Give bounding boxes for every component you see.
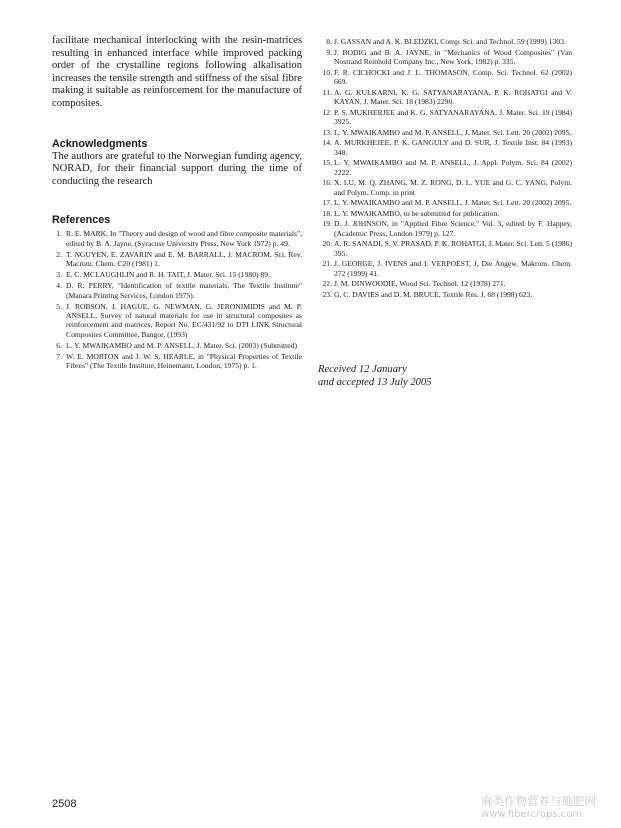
- reference-item: [52, 229, 302, 248]
- reference-text: X. LU, M. Q. ZHANG, M. Z. RONG, D. L. YUE and G. C. YANG, Polym. and Polym. Comp. in print: [334, 178, 572, 197]
- reference-number: 17.: [322, 198, 332, 208]
- reference-item: [318, 48, 572, 67]
- reference-text: A. MURKHEJEE, P. K. GANGULY and D. SUR, J. Textile Inst. 84 (1993) 348.: [334, 138, 572, 157]
- reference-number: 7.: [56, 351, 62, 361]
- reference-number: 4.: [56, 281, 62, 291]
- reference-text: R. E. MARK, In "Theory and design of wood and fibre composite materials", edited by B. A. Jayne, (Syracuse University Press, New York 1972) p. 49.: [66, 229, 302, 248]
- watermark-url: www.fibercrops.com: [481, 809, 583, 820]
- reference-item: [318, 279, 572, 288]
- reference-item: [318, 259, 572, 278]
- page-number: 2508: [52, 798, 77, 810]
- reference-item: [52, 352, 302, 371]
- intro-paragraph: facilitate mechanical interlocking with the resin-matrices resulting in enhanced interface while improved packing order of the crystalline regions following alkalisation increases the tensile strength and stiffness of the sisal fibre making it suitable as reinforcement for the manufacture of composites.: [52, 35, 302, 109]
- reference-number: 5.: [56, 301, 62, 311]
- reference-item: [318, 239, 572, 258]
- reference-number: 23.: [322, 289, 332, 299]
- reference-number: 15.: [322, 158, 332, 168]
- reference-item: [318, 68, 572, 87]
- reference-item: [52, 250, 302, 269]
- reference-number: 8.: [326, 37, 332, 46]
- reference-text: J. GEORGE, J. IVENS and I. VERPOEST, J, Die Angew. Makrom. Chem. 272 (1999) 41.: [334, 259, 572, 278]
- references-list-left: [52, 229, 302, 370]
- reference-text: D. J. JOHNSON, in "Applied Fibre Science," Vol. 3, edited by F. Happey, (Academic Press, London 1979) p. 127.: [334, 219, 572, 238]
- reference-text: E. C. MCLAUGHLIN and R. H. TAIT, J. Mater. Sci. 15 (1980) 89.: [66, 270, 270, 280]
- reference-number: 21.: [322, 259, 332, 269]
- references-list-right: [318, 37, 572, 299]
- received-dates: [318, 364, 432, 389]
- reference-number: 20.: [322, 239, 332, 249]
- reference-item: [52, 302, 302, 340]
- reference-item: [318, 128, 572, 137]
- accepted-line: and accepted 13 July 2005: [318, 376, 432, 388]
- reference-text: L. Y. MWAIKAMBO, to be submitted for publication.: [334, 208, 500, 218]
- reference-text: L. Y. MWAIKAMBO and M. P. ANSELL, J. Mater. Sci. (2003) (Submitted): [66, 340, 297, 350]
- reference-number: 3.: [56, 270, 62, 280]
- reference-item: [318, 219, 572, 238]
- right-column: [318, 37, 572, 301]
- reference-number: 6.: [56, 340, 62, 350]
- reference-text: A. R. SANADI, S. V. PRASAD, P. K. ROHATGI, J. Mater. Sci. Lett. 5 (1986) 395.: [334, 239, 572, 258]
- reference-number: 1.: [56, 229, 62, 239]
- reference-item: [318, 290, 572, 299]
- reference-text: J. GASSAN and A. K. BLEDZKI, Comp. Sci. and Technol. 59 (1999) 1303.: [334, 37, 566, 46]
- reference-item: [318, 138, 572, 157]
- reference-text: L. Y. MWAIKAMBO and M. P. ANSELL, J. Mater. Sci. Lett. 20 (2002) 2095.: [334, 198, 572, 208]
- reference-item: [52, 281, 302, 300]
- left-column: [52, 35, 302, 372]
- reference-number: 22.: [322, 279, 332, 289]
- reference-item: [52, 341, 302, 350]
- reference-text: G. C. DAVIES and D. M. BRUCE, Textile Res. J. 68 (1998) 623.: [334, 289, 533, 299]
- acknowledgments-text: The authors are grateful to the Norwegian funding agency, NORAD, for their financial support during the time of conducting the research: [52, 150, 302, 187]
- reference-number: 2.: [56, 249, 62, 259]
- reference-text: W. E. MORTON and J. W. S. HEARLE, in "Physical Properties of Textile Fibres" (The Textile Institute, Heinemann, London, 1975) p. 1.: [66, 351, 302, 371]
- reference-item: [52, 270, 302, 279]
- reference-number: 16.: [322, 178, 332, 188]
- reference-text: A. G. KULKARNI, K. G. SATYANARAYANA, P. K. ROHATGI and V. KAYAN, J. Mater. Sci. 18 (1983) 2290.: [334, 87, 572, 106]
- reference-text: T. NGUYEN, E. ZAVARIN and E. M. BARRALL, J. MACROM, Sci. Rev. Macrom. Chem. C20 (1981) 1.: [66, 249, 302, 269]
- reference-text: L. Y. MWAIKAMBO and M. P. ANSELL, J. Mater. Sci. Lett. 20 (2002) 2095.: [334, 127, 572, 137]
- reference-number: 11.: [322, 87, 332, 97]
- reference-number: 18.: [322, 208, 332, 218]
- references-heading: References: [52, 214, 111, 227]
- reference-text: J. M. DINWOODIE, Wood Sci. Technol. 12 (1978) 271.: [334, 279, 506, 289]
- reference-number: 19.: [322, 219, 332, 229]
- reference-item: [318, 108, 572, 127]
- watermark-title: 麻类作物营养与施肥网: [481, 794, 596, 808]
- reference-number: 9.: [326, 47, 332, 57]
- reference-text: L. Y. MWAIKAMBO and M. P. ANSELL, J. Appl. Polym. Sci. 84 (2002) 2222.: [334, 158, 572, 177]
- reference-text: J. BODIG and B. A. JAYNE, in "Mechanics of Wood Composites" (Van Nostrand Reinhold Company Inc., New York, 1982) p. 335.: [334, 47, 572, 66]
- reference-item: [318, 198, 572, 207]
- reference-item: [318, 37, 572, 46]
- reference-number: 10.: [322, 67, 332, 77]
- reference-item: [318, 178, 572, 197]
- reference-number: 14.: [322, 138, 332, 148]
- reference-text: F. R. CICHOCKI and J. L. THOMASON, Comp. Sci. Technol. 62 (2002) 669.: [334, 67, 572, 86]
- acknowledgments-heading: Acknowledgments: [52, 137, 148, 150]
- reference-number: 13.: [322, 127, 332, 137]
- reference-text: D. R. PERRY, "Identification of textile materials, The Textile Institute" (Manara Printing Services, London 1975).: [66, 281, 302, 300]
- reference-item: [318, 88, 572, 107]
- reference-item: [318, 158, 572, 177]
- reference-text: J. ROBSON, J. HAGUE, G. NEWMAN, G. JERONIMIDIS and M. P. ANSELL, Survey of natural materials for use in structural composites as reinforcement and matrices, Report No. EC/431/92 to DTI LINK Structural Composites Committee, Bangor, (1993): [66, 301, 302, 339]
- received-line: Received 12 January: [318, 364, 407, 375]
- watermark: [481, 794, 621, 822]
- reference-number: 12.: [322, 107, 332, 117]
- reference-item: [318, 209, 572, 218]
- reference-text: P. S. MUKHERJEE and K. G. SATYANARAYANA, J. Mater. Sci. 19 (1984) 3925.: [334, 107, 572, 126]
